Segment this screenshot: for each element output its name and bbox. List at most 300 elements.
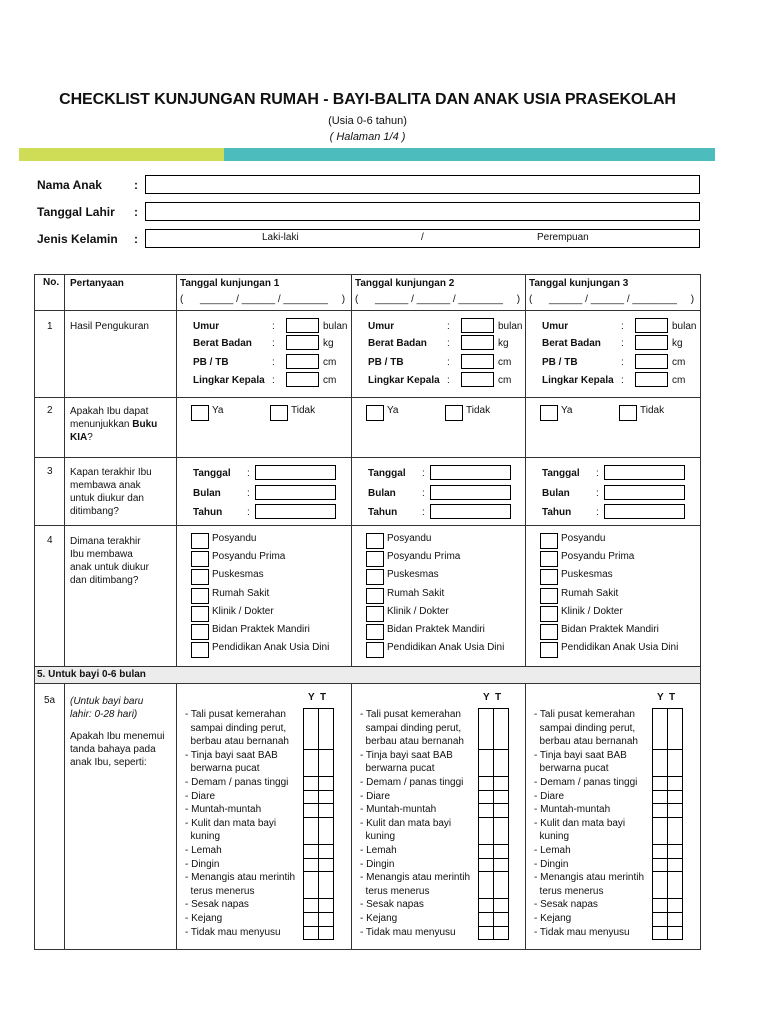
yes-cell[interactable] [304,817,319,844]
no-cell[interactable] [668,817,683,844]
measure-input[interactable] [635,335,668,350]
measure-input[interactable] [635,318,668,333]
danger-sign-line: berbau atau bernanah [185,736,289,748]
danger-sign-line: - Demam / panas tinggi [534,776,638,788]
measure-label: Umur [193,321,220,332]
danger-sign-line: berwarna pucat [534,763,609,775]
yes-cell[interactable] [304,858,319,872]
measure-label: PB / TB [193,357,229,368]
yes-cell[interactable] [653,899,668,913]
danger-signs-visit-2 [352,684,526,950]
danger-sign-line: - Muntah-muntah [534,804,611,816]
measurement-visit-3 [526,311,701,398]
yes-label: Ya [387,405,399,416]
location-option-label: Bidan Praktek Mandiri [561,624,659,635]
name-field[interactable] [145,175,700,194]
location-checkbox[interactable] [191,569,209,585]
measure-colon: : [447,375,450,386]
no-cell[interactable] [668,844,683,858]
yes-cell[interactable] [653,790,668,804]
location-checkbox[interactable] [366,624,384,640]
question-number: 1 [47,321,53,332]
danger-sign-line: sampai dinding perut, [360,722,462,734]
visit-3-date[interactable]: ( ______ / ______ / ________ ) [529,294,695,305]
date-field-input[interactable] [430,504,511,519]
no-cell[interactable] [494,749,509,776]
danger-sign-line: - Sesak napas [185,899,249,911]
location-checkbox[interactable] [191,551,209,567]
measure-unit: cm [498,357,512,368]
location-checkbox[interactable] [540,551,558,567]
yes-cell[interactable] [479,804,494,818]
date-field-label: Tanggal [368,468,406,479]
measurement-visit-2 [352,311,526,398]
date-field-input[interactable] [430,465,511,480]
measure-input[interactable] [461,372,494,387]
no-cell[interactable] [668,926,683,940]
danger-sign-line: - Kejang [185,912,223,924]
danger-sign-line: - Tali pusat kemerahan [534,709,635,720]
measure-unit: cm [323,357,337,368]
newborn-note: (Untuk bayi baru lahir: 0-28 hari) [70,696,144,720]
no-label: Tidak [640,405,665,416]
yes-cell[interactable] [479,749,494,776]
danger-signs-visit-3 [526,684,701,950]
question-3-row [35,458,701,526]
yes-cell[interactable] [479,872,494,899]
col-question-header: Pertanyaan [70,278,124,289]
measure-input[interactable] [286,318,319,333]
no-cell[interactable] [319,776,334,790]
no-cell[interactable] [668,709,683,750]
measure-label: Umur [542,321,569,332]
location-option-label: Klinik / Dokter [387,605,449,617]
location-checkbox[interactable] [540,588,558,604]
yes-no-header: Y T [483,692,502,703]
location-option-label: Bidan Praktek Mandiri [212,624,310,635]
location-option-label: Posyandu [387,533,432,544]
yes-no-visit-2 [352,398,526,458]
danger-sign-line: - Menangis atau merintih [534,872,645,884]
question-number: 3 [47,466,53,477]
yes-cell[interactable] [304,776,319,790]
date-field-input[interactable] [604,485,685,500]
danger-sign-line: terus menerus [360,885,430,897]
yes-no-header: Y T [657,692,676,703]
measure-colon: : [621,321,624,332]
measurement-visit-1 [177,311,352,398]
measure-unit: kg [498,338,509,349]
location-option-label: Pendidikan Anak Usia Dini [212,642,330,654]
yes-no-visit-1 [177,398,352,458]
date-field-colon: : [247,468,250,479]
location-checkbox[interactable] [540,569,558,585]
no-cell[interactable] [494,844,509,858]
danger-sign-line: - Dingin [534,858,569,870]
location-option-label: Pendidikan Anak Usia Dini [561,642,679,654]
location-checkbox[interactable] [366,551,384,567]
location-option-label: Puskesmas [387,569,439,581]
no-cell[interactable] [668,749,683,776]
danger-sign-line: - Lemah [360,844,397,856]
yes-cell[interactable] [653,776,668,790]
date-field-input[interactable] [604,504,685,519]
danger-sign-line: - Kulit dan mata bayi [360,817,452,829]
last-visit-date-visit-3 [526,458,701,526]
question-number: 2 [47,405,53,416]
danger-sign-line: - Diare [534,790,565,802]
date-field-label: Bulan [193,488,221,499]
danger-sign-line: - Tinja bayi saat BAB [360,749,453,761]
danger-sign-line: berbau atau bernanah [360,736,464,748]
location-checkbox[interactable] [191,606,209,622]
measure-label: Lingkar Kepala [368,375,440,386]
danger-sign-line: kuning [534,831,570,843]
measure-colon: : [272,338,275,349]
danger-sign-line: kuning [185,831,221,843]
danger-sign-line: - Kejang [534,912,572,924]
danger-sign-line: - Tinja bayi saat BAB [185,749,278,761]
yes-no-grid [478,708,509,940]
measure-unit: cm [672,375,686,386]
danger-sign-line: - Menangis atau merintih [185,872,296,884]
location-visit-2 [352,526,526,667]
yes-cell[interactable] [479,790,494,804]
yes-cell[interactable] [304,899,319,913]
col-no-header: No. [43,277,60,288]
danger-sign-line: - Dingin [185,858,220,870]
question-2-row [35,398,701,458]
danger-sign-line: - Kulit dan mata bayi [185,817,277,829]
date-field-label: Tahun [542,507,572,518]
date-field-colon: : [596,507,599,518]
no-cell[interactable] [319,804,334,818]
no-cell[interactable] [494,899,509,913]
question-text: Dimana terakhir Ibu membawa anak untuk diukur dan ditimbang? [70,536,149,586]
measure-colon: : [621,375,624,386]
location-checkbox[interactable] [540,606,558,622]
no-cell[interactable] [494,872,509,899]
yes-cell[interactable] [479,858,494,872]
measure-input[interactable] [461,335,494,350]
no-cell[interactable] [319,926,334,940]
yes-cell[interactable] [479,912,494,926]
yes-cell[interactable] [304,872,319,899]
date-field-label: Bulan [542,488,570,499]
measure-unit: bulan [323,321,348,332]
no-cell[interactable] [494,776,509,790]
question-number: 5a [44,695,56,706]
danger-sign-line: - Muntah-muntah [360,804,437,816]
dob-colon: : [134,205,138,219]
location-option-label: Posyandu [561,533,606,544]
accent-bar-left [19,148,224,161]
yes-cell[interactable] [479,709,494,750]
date-field-label: Tahun [368,507,398,518]
no-cell[interactable] [494,926,509,940]
yes-cell[interactable] [479,926,494,940]
yes-no-header: Y T [308,692,327,703]
yes-checkbox[interactable] [366,405,384,421]
yes-cell[interactable] [653,804,668,818]
question-text: Apakah Ibu menemui tanda bahaya pada anak Ibu, seperti: [70,731,165,768]
location-checkbox[interactable] [540,624,558,640]
yes-cell[interactable] [304,709,319,750]
yes-cell[interactable] [653,749,668,776]
visit-2-header: Tanggal kunjungan 2 [355,278,455,289]
date-field-label: Tanggal [193,468,231,479]
yes-cell[interactable] [653,912,668,926]
location-option-label: Klinik / Dokter [561,605,623,617]
no-cell[interactable] [494,817,509,844]
measure-colon: : [447,357,450,368]
no-cell[interactable] [319,749,334,776]
no-cell[interactable] [319,817,334,844]
dob-field[interactable] [145,202,700,221]
no-cell[interactable] [668,899,683,913]
gender-option-male[interactable]: Laki-laki [262,232,299,243]
location-checkbox[interactable] [366,533,384,549]
no-cell[interactable] [494,790,509,804]
date-field-label: Tanggal [542,468,580,479]
danger-sign-line: - Lemah [185,844,222,856]
checklist-table [34,274,701,950]
question-text: Hasil Pengukuran [70,321,149,332]
question-text: Kapan terakhir Ibu membawa anak untuk diukur dan ditimbang? [70,467,152,517]
page-title: CHECKLIST KUNJUNGAN RUMAH - BAYI-BALITA DAN ANAK USIA PRASEKOLAH [59,91,676,108]
location-option-label: Posyandu Prima [561,551,635,563]
danger-sign-line: - Muntah-muntah [185,804,262,816]
danger-sign-line: berwarna pucat [360,763,435,775]
danger-sign-line: - Demam / panas tinggi [360,776,464,788]
yes-cell[interactable] [479,899,494,913]
question-number: 4 [47,535,53,546]
gender-separator: / [421,232,424,243]
no-cell[interactable] [668,790,683,804]
date-field-colon: : [422,468,425,479]
yes-label: Ya [212,405,224,416]
measure-label: PB / TB [542,357,578,368]
danger-sign-line: berwarna pucat [185,763,260,775]
danger-sign-line: - Tali pusat kemerahan [360,709,461,720]
location-checkbox[interactable] [540,642,558,658]
measure-label: Umur [368,321,395,332]
no-cell[interactable] [494,709,509,750]
location-checkbox[interactable] [191,588,209,604]
date-field-colon: : [596,488,599,499]
location-visit-3 [526,526,701,667]
no-cell[interactable] [668,912,683,926]
dob-label: Tanggal Lahir [37,205,115,219]
location-checkbox[interactable] [540,533,558,549]
name-colon: : [134,178,138,192]
gender-label: Jenis Kelamin [37,232,118,246]
yes-checkbox[interactable] [191,405,209,421]
danger-sign-line: - Diare [360,790,391,802]
date-field-input[interactable] [604,465,685,480]
yes-cell[interactable] [653,926,668,940]
location-checkbox[interactable] [366,588,384,604]
yes-cell[interactable] [653,872,668,899]
danger-sign-line: - Dingin [360,858,395,870]
measure-colon: : [272,321,275,332]
yes-cell[interactable] [304,804,319,818]
measure-input[interactable] [286,354,319,369]
no-label: Tidak [291,405,316,416]
location-checkbox[interactable] [366,642,384,658]
measure-input[interactable] [635,354,668,369]
yes-cell[interactable] [653,709,668,750]
no-cell[interactable] [319,709,334,750]
measure-unit: cm [323,375,337,386]
section-5-heading: 5. Untuk bayi 0-6 bulan [37,669,146,680]
last-visit-date-visit-1 [177,458,352,526]
no-checkbox[interactable] [445,405,463,421]
yes-cell[interactable] [479,817,494,844]
date-field-input[interactable] [430,485,511,500]
danger-sign-line: - Sesak napas [360,899,424,911]
measure-unit: bulan [498,321,523,332]
measure-input[interactable] [286,372,319,387]
no-cell[interactable] [319,790,334,804]
danger-sign-line: - Tidak mau menyusu [360,926,456,938]
yes-cell[interactable] [479,776,494,790]
no-cell[interactable] [319,912,334,926]
measure-label: Berat Badan [368,338,427,349]
measure-unit: kg [672,338,683,349]
measure-colon: : [621,338,624,349]
location-checkbox[interactable] [191,642,209,658]
measure-label: Berat Badan [193,338,252,349]
yes-cell[interactable] [653,844,668,858]
danger-signs-list [360,708,470,939]
yes-cell[interactable] [304,749,319,776]
location-checkbox[interactable] [366,569,384,585]
visit-2-date[interactable]: ( ______ / ______ / ________ ) [355,294,521,305]
measure-input[interactable] [461,318,494,333]
measure-colon: : [272,375,275,386]
location-checkbox[interactable] [191,624,209,640]
danger-sign-line: sampai dinding perut, [534,722,636,734]
date-field-label: Tahun [193,507,223,518]
measure-label: Berat Badan [542,338,601,349]
date-field-colon: : [422,488,425,499]
last-visit-date-visit-2 [352,458,526,526]
yes-cell[interactable] [304,912,319,926]
question-4-row [35,526,701,667]
no-checkbox[interactable] [270,405,288,421]
location-option-label: Klinik / Dokter [212,605,274,617]
danger-sign-line: - Tali pusat kemerahan [185,709,286,720]
no-cell[interactable] [668,804,683,818]
table-header-row [35,275,701,311]
location-option-label: Pendidikan Anak Usia Dini [387,642,505,654]
measure-unit: bulan [672,321,697,332]
location-option-label: Posyandu [212,533,257,544]
location-option-label: Rumah Sakit [561,587,619,599]
danger-sign-line: terus menerus [534,885,604,897]
date-field-input[interactable] [255,485,336,500]
no-cell[interactable] [494,912,509,926]
no-cell[interactable] [319,858,334,872]
yes-cell[interactable] [653,817,668,844]
no-cell[interactable] [668,872,683,899]
measure-unit: cm [498,375,512,386]
measure-colon: : [447,321,450,332]
no-checkbox[interactable] [619,405,637,421]
no-cell[interactable] [319,899,334,913]
measure-unit: cm [672,357,686,368]
measure-input[interactable] [286,335,319,350]
no-cell[interactable] [319,844,334,858]
danger-sign-line: - Tidak mau menyusu [185,926,281,938]
location-visit-1 [177,526,352,667]
gender-option-female[interactable]: Perempuan [537,232,589,243]
age-subtitle: (Usia 0-6 tahun) [328,115,407,127]
yes-label: Ya [561,405,573,416]
section-5-row [35,667,701,684]
measure-colon: : [621,357,624,368]
no-cell[interactable] [668,776,683,790]
danger-signs-list [534,708,644,939]
no-cell[interactable] [668,858,683,872]
location-option-label: Puskesmas [212,569,264,581]
visit-1-date[interactable]: ( ______ / ______ / ________ ) [180,294,346,305]
measure-label: Lingkar Kepala [193,375,265,386]
question-text: Apakah Ibu dapat menunjukkan Buku KIA? [70,406,158,443]
question-1-row [35,311,701,398]
danger-sign-line: - Tinja bayi saat BAB [534,749,627,761]
page-number: ( Halaman 1/4 ) [329,131,406,143]
danger-sign-line: berbau atau bernanah [534,736,638,748]
yes-cell[interactable] [653,858,668,872]
measure-input[interactable] [461,354,494,369]
yes-cell[interactable] [479,844,494,858]
yes-checkbox[interactable] [540,405,558,421]
visit-1-header: Tanggal kunjungan 1 [180,278,280,289]
no-cell[interactable] [494,804,509,818]
gender-colon: : [134,232,138,246]
danger-sign-line: - Kejang [360,912,398,924]
accent-bar-right [224,148,715,161]
name-label: Nama Anak [37,178,102,192]
no-cell[interactable] [319,872,334,899]
date-field-input[interactable] [255,504,336,519]
danger-sign-line: - Kulit dan mata bayi [534,817,626,829]
visit-3-header: Tanggal kunjungan 3 [529,278,629,289]
yes-cell[interactable] [304,926,319,940]
date-field-input[interactable] [255,465,336,480]
danger-signs-list [185,708,295,939]
location-checkbox[interactable] [191,533,209,549]
question-5a-row [35,684,701,950]
measure-label: PB / TB [368,357,404,368]
date-field-colon: : [596,468,599,479]
no-cell[interactable] [494,858,509,872]
yes-cell[interactable] [304,790,319,804]
measure-label: Lingkar Kepala [542,375,614,386]
measure-input[interactable] [635,372,668,387]
location-option-label: Puskesmas [561,569,613,581]
danger-signs-visit-1 [177,684,352,950]
yes-no-grid [303,708,334,940]
danger-sign-line: sampai dinding perut, [185,722,287,734]
location-checkbox[interactable] [366,606,384,622]
date-field-colon: : [422,507,425,518]
location-option-label: Posyandu Prima [212,551,286,563]
danger-sign-line: - Lemah [534,844,571,856]
yes-cell[interactable] [304,844,319,858]
